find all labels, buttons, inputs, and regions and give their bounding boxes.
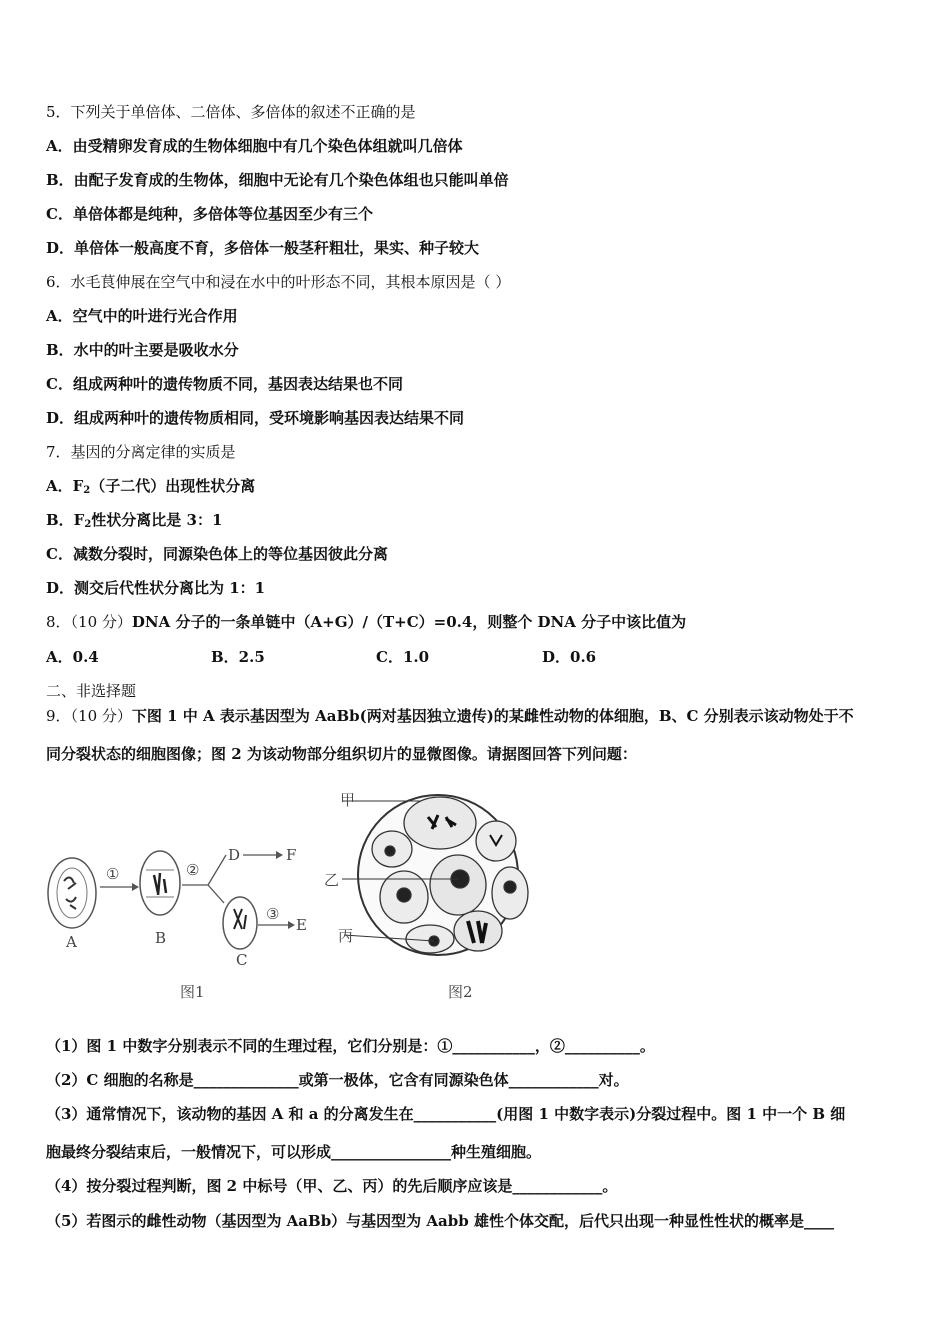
q8-option-a: A．0.4 — [46, 648, 99, 666]
arrow-3-head-icon — [288, 921, 295, 929]
label-yi: 乙 — [324, 871, 340, 889]
q9-sub4: （4）按分裂过程判断，图 2 中标号（甲、乙、丙）的先后顺序应该是____________。 — [46, 1177, 618, 1195]
q8-stem: 8．（10 分）DNA 分子的一条单链中（A+G）/（T+C）=0.4，则整个 DNA 分子中该比值为 — [46, 613, 687, 631]
step-3-label: ③ — [266, 905, 280, 923]
q9-sub5: （5）若图示的雌性动物（基因型为 AaBb）与基因型为 Aabb 雄性个体交配，后代只出现一种显性性状的概率是____ — [46, 1212, 834, 1230]
q7-option-a: A．$F_2$（子二代）出现性状分离 — [46, 477, 256, 496]
q9-stem-line1: 9．（10 分）下图 1 中 A 表示基因型为 AaBb(两对基因独立遗传)的某雌性动物的体细胞，B、C 分别表示该动物处于不 — [46, 707, 854, 725]
cell-b-icon — [140, 851, 180, 915]
cell-b-label: B — [155, 929, 167, 947]
label-bing: 丙 — [338, 927, 354, 945]
q8-option-c: C．1.0 — [376, 648, 430, 666]
cell-a-label: A — [66, 933, 77, 951]
q7-option-d: D．测交后代性状分离比为 1：1 — [46, 579, 266, 597]
q9-stem-line2: 同分裂状态的细胞图像；图 2 为该动物部分组织切片的显微图像。请据图回答下列问题： — [46, 745, 637, 763]
q6-option-a: A．空气中的叶进行光合作用 — [46, 307, 238, 325]
q8-option-b: B．2.5 — [211, 648, 265, 666]
label-jia: 甲 — [340, 791, 356, 809]
q6-option-c: C．组成两种叶的遗传物质不同，基因表达结果也不同 — [46, 375, 403, 393]
q5-option-d: D．单倍体一般高度不育，多倍体一般茎秆粗壮，果实、种子较大 — [46, 239, 480, 257]
q5-stem: 5．下列关于单倍体、二倍体、多倍体的叙述不正确的是 — [46, 103, 416, 121]
cell-a-icon — [48, 858, 96, 928]
q5-option-b: B．由配子发育成的生物体，细胞中无论有几个染色体组也只能叫单倍 — [46, 171, 509, 189]
f-label: F — [286, 846, 297, 864]
q8-option-d: D．0.6 — [542, 648, 597, 666]
arrow-2-up-icon — [208, 855, 226, 885]
section-title: 二、非选择题 — [46, 682, 137, 700]
q9-sub1: （1）图 1 中数字分别表示不同的生理过程，它们分别是：①___________，②__________。 — [46, 1037, 655, 1055]
q7-option-c: C．减数分裂时，同源染色体上的等位基因彼此分离 — [46, 545, 388, 563]
q6-stem: 6．水毛茛伸展在空气中和浸在水中的叶形态不同，其根本原因是（ ） — [46, 273, 511, 291]
cell-c-icon — [223, 897, 257, 949]
figure-svg — [40, 775, 540, 1020]
d-label: D — [228, 846, 241, 864]
q9-sub3-line1: （3）通常情况下，该动物的基因 A 和 a 的分离发生在___________(用图 1 中数字表示)分裂过程中。图 1 中一个 B 细 — [46, 1105, 846, 1123]
e-label: E — [296, 916, 307, 934]
step-2-label: ② — [186, 861, 200, 879]
arrow-1-head-icon — [132, 883, 139, 891]
q5-option-a: A．由受精卵发育成的生物体细胞中有几个染色体组就叫几倍体 — [46, 137, 463, 155]
step-1-label: ① — [106, 865, 120, 883]
arrow-2-down-icon — [208, 885, 224, 903]
arrow-df-head-icon — [276, 851, 283, 859]
q9-sub2: （2）C 细胞的名称是______________或第一极体，它含有同源染色体____________对。 — [46, 1071, 629, 1089]
q6-option-b: B．水中的叶主要是吸收水分 — [46, 341, 239, 359]
q7-option-b: B．$F_2$性状分离比是 3：1 — [46, 511, 223, 530]
cell-c-label: C — [236, 951, 248, 969]
q6-option-d: D．组成两种叶的遗传物质相同，受环境影响基因表达结果不同 — [46, 409, 465, 427]
q7-stem: 7．基因的分离定律的实质是 — [46, 443, 236, 461]
figure-1-caption: 图1 — [180, 983, 205, 1001]
q9-sub3-line2: 胞最终分裂结束后，一般情况下，可以形成________________种生殖细胞。 — [46, 1143, 542, 1161]
q5-option-c: C．单倍体都是纯种，多倍体等位基因至少有三个 — [46, 205, 373, 223]
q9-figure — [40, 775, 540, 1020]
figure-2-caption: 图2 — [448, 983, 473, 1001]
